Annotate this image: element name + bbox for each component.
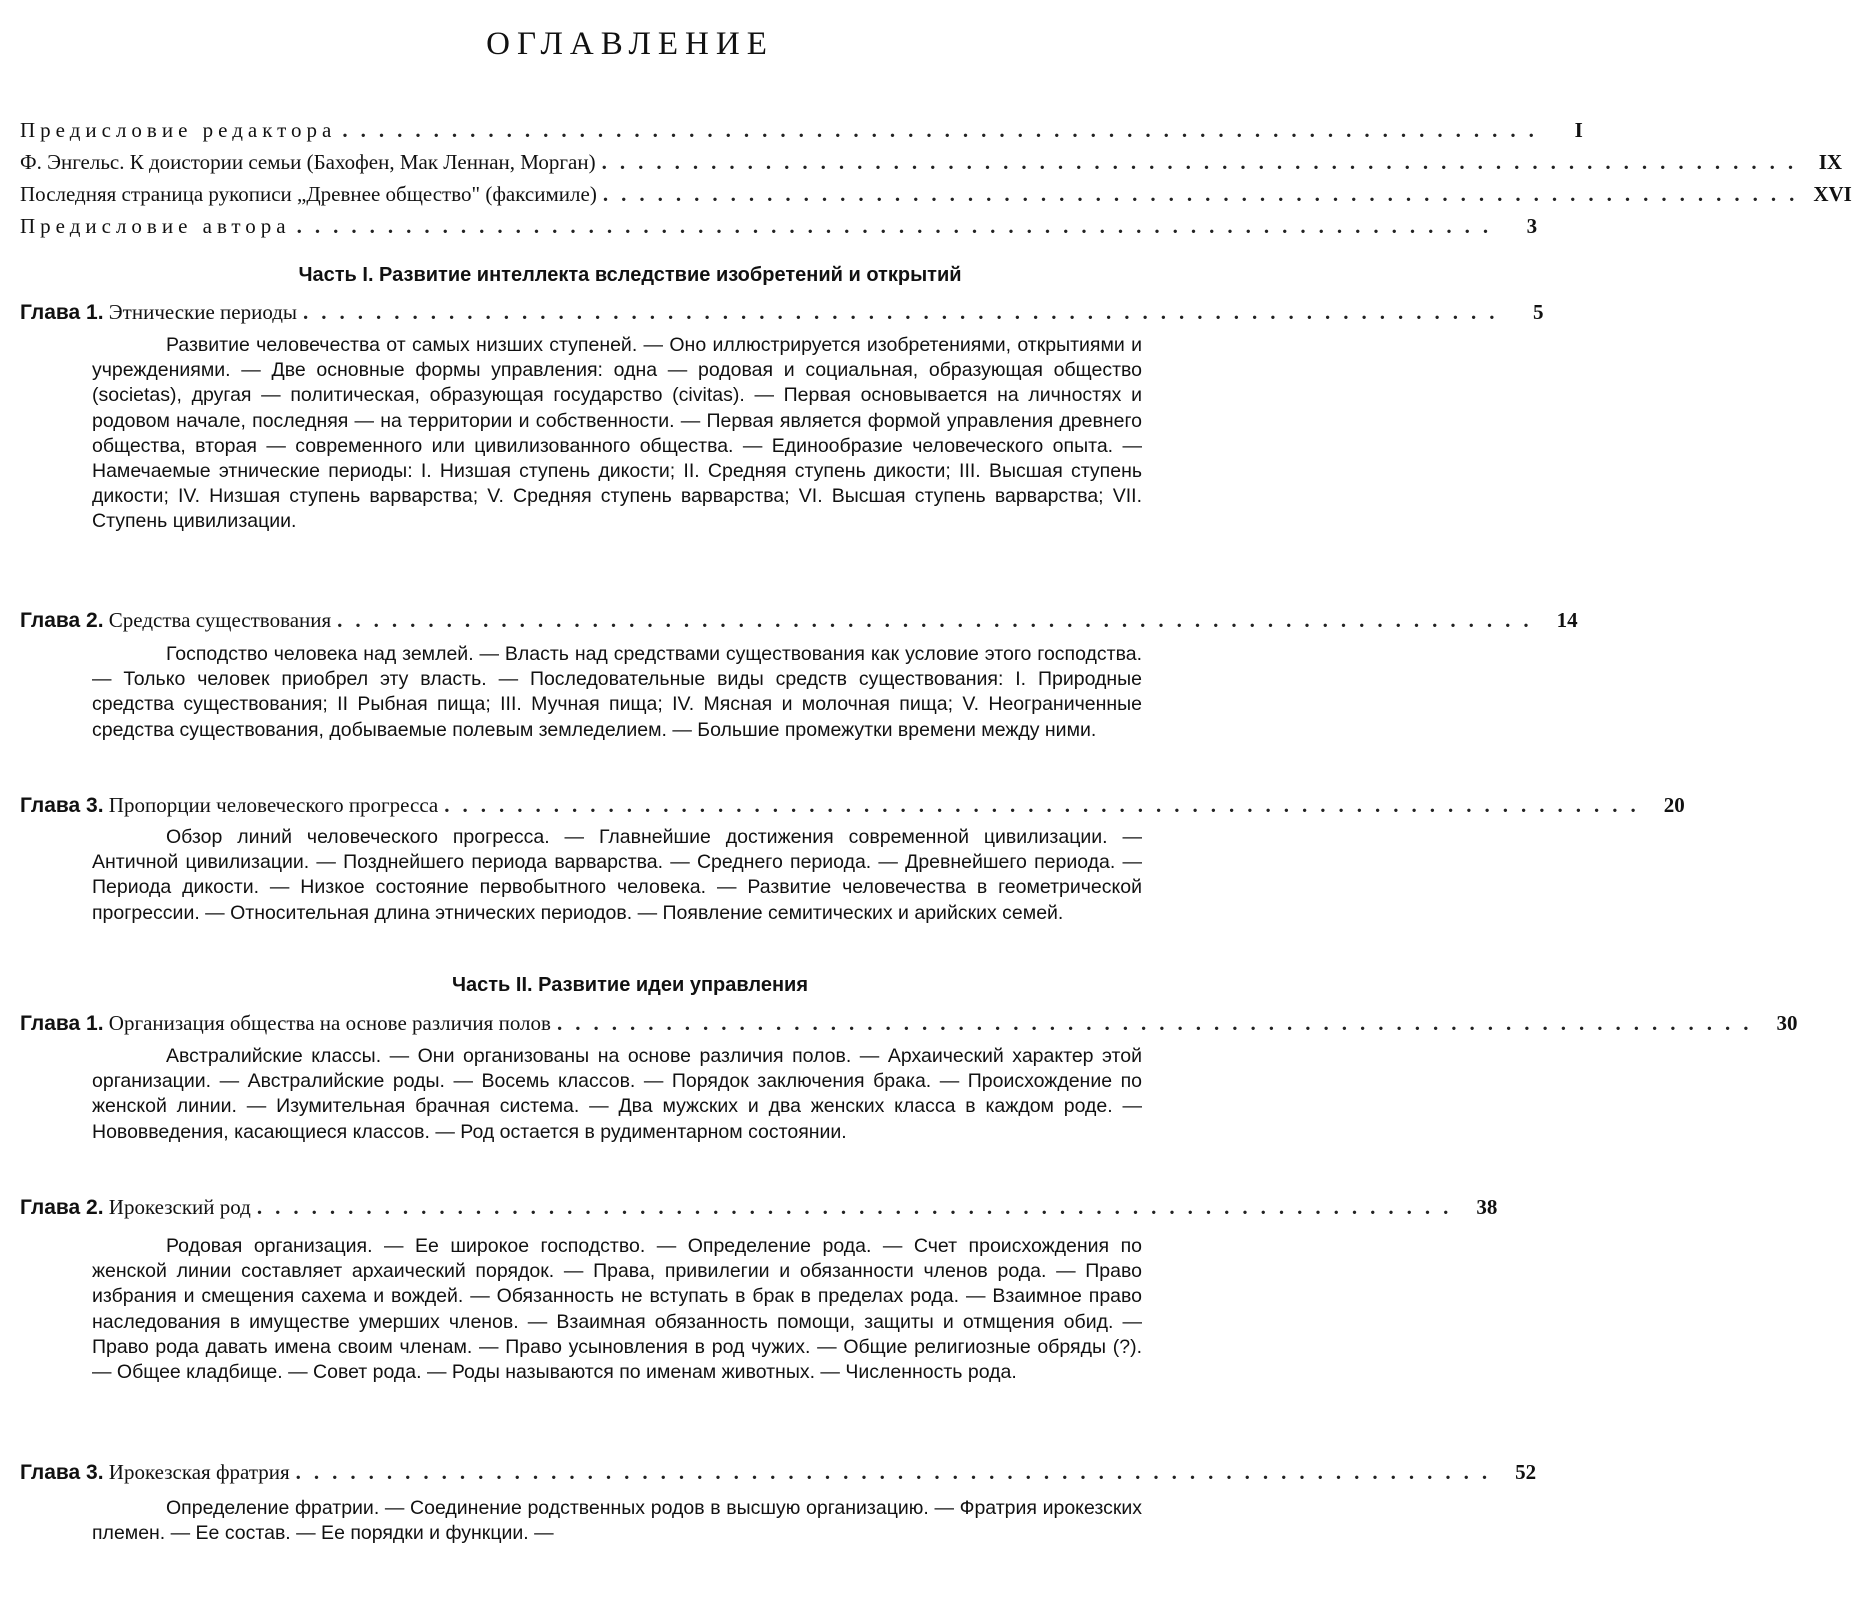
chapter-number: Глава 2.	[20, 1196, 104, 1219]
chapter-summary: Обзор линий человеческого прогресса. — Главнейшие достижения современной цивилизации. — Античной цивилизации. — Позднейшего периода варварства. — Среднего периода. — Древнейшего периода. — Периода дикости. — Низкое состояние первобытного человека. — Развитие человечества в геометрической прогрессии. — Относительная длина этнических периодов. — Появление семитических и арийских семей.	[92, 826, 1142, 924]
toc-entry-label: Ф. Энгельс. К доистории семьи (Бахофен, Мак Леннан, Морган)	[20, 150, 596, 174]
chapter-number: Глава 3.	[20, 1461, 104, 1484]
toc-entry-editor-preface[interactable]	[20, 118, 1583, 148]
leader-dots: ..................................................................	[256, 1195, 1462, 1219]
toc-page-number: 3	[1526, 214, 1538, 238]
chapter-heading	[20, 300, 297, 325]
chapter-summary: Определение фратрии. — Соединение родственных родов в высшую организацию. — Фратрия ирокезских племен. — Ее состав. — Ее порядки и функции. —	[92, 1497, 1142, 1545]
leader-dots: ..................................................................	[601, 150, 1807, 174]
leader-dots: ..................................................................	[337, 608, 1542, 632]
toc-entry-author-preface[interactable]	[20, 214, 1538, 244]
chapter-title: Ирокезский род	[108, 1195, 251, 1219]
leader-dots: ..................................................................	[342, 118, 1547, 142]
leader-dots: ..................................................................	[295, 1460, 1501, 1484]
page-title: ОГЛАВЛЕНИЕ	[486, 26, 774, 62]
chapter-heading	[20, 1195, 251, 1220]
part-heading: Часть I. Развитие интеллекта вследствие изобретений и открытий	[298, 264, 962, 286]
toc-page-number: 5	[1533, 300, 1544, 324]
chapter-summary: Развитие человечества от самых низших ступеней. — Оно иллюстрируется изобретениями, открытиями и учреждениями. — Две основные формы управления: одна — родовая и социальная, образующая общество (societas), другая — политическая, образующая государство (civitas). — Первая основывается на личностях и родовом начале, последняя — на территории и собственности. — Первая является формой управления древнего общества, вторая — современного или цивилизованного общества. — Единообразие человеческого опыта. — Намечаемые этнические периоды: I. Низшая ступень дикости; II. Средняя ступень дикости; III. Высшая ступень дикости; IV. Низшая ступень варварства; V. Средняя ступень варварства; VI. Высшая ступень варварства; VII. Ступень цивилизации.	[92, 334, 1142, 533]
chapter-number: Глава 1.	[20, 301, 104, 324]
chapter-heading	[20, 1011, 551, 1036]
toc-entry-label: Предисловие редактора	[20, 118, 337, 142]
toc-entry-engels[interactable]	[20, 150, 1843, 180]
toc-page-number: 20	[1663, 793, 1685, 817]
toc-page-number: 14	[1556, 608, 1578, 632]
chapter-number: Глава 3.	[20, 794, 104, 817]
leader-dots: ..................................................................	[602, 182, 1808, 206]
chapter-summary: Господство человека над землей. — Власть над средствами существования как условие этого господства. — Только человек приобрел эту власть. — Последовательные виды средств существования: I. Природные средства существования; II Рыбная пища; III. Мучная пища; IV. Мясная и молочная пища; V. Неограниченные средства существования, добываемые полевым земледелием. — Большие промежутки времени между ними.	[92, 643, 1142, 741]
toc-entry-part1-chapter1[interactable]	[20, 300, 1544, 330]
toc-entry-part2-chapter2[interactable]	[20, 1195, 1498, 1225]
chapter-summary: Австралийские классы. — Они организованы на основе различия полов. — Архаический характер этой организации. — Австралийские роды. — Восемь классов. — Порядок заключения брака. — Происхождение по женской линии. — Изумительная брачная система. — Два мужских и два женских класса в каждом роде. — Нововведения, касающиеся классов. — Род остается в рудиментарном состоянии.	[92, 1045, 1142, 1143]
toc-entry-part2-chapter3[interactable]	[20, 1460, 1537, 1490]
toc-entry-part1-chapter3[interactable]	[20, 793, 1685, 823]
toc-entry-label: Предисловие автора	[20, 214, 291, 238]
toc-entry-part2-chapter1[interactable]	[20, 1011, 1798, 1041]
chapter-summary: Родовая организация. — Ее широкое господство. — Определение рода. — Счет происхождения по женской линии составляет архаический порядок. — Права, привилегии и обязанности членов рода. — Право избрания и смещения сахема и вождей. — Обязанность не вступать в брак в пределах рода. — Взаимное право наследования в имуществе умерших членов. — Взаимная обязанность помощи, защиты и отмщения обид. — Право рода давать имена своим членам. — Право усыновления в род чужих. — Общие религиозные обряды (?). — Общее кладбище. — Совет рода. — Роды называются по именам животных. — Численность рода.	[92, 1235, 1142, 1384]
toc-page-number: 52	[1515, 1460, 1537, 1484]
toc-page-number: 38	[1476, 1195, 1498, 1219]
leader-dots: ..................................................................	[444, 793, 1649, 817]
chapter-number: Глава 1.	[20, 1012, 104, 1035]
chapter-number: Глава 2.	[20, 609, 104, 632]
toc-entry-part1-chapter2[interactable]	[20, 608, 1578, 638]
toc-page-number: I	[1574, 118, 1583, 142]
leader-dots: ..................................................................	[556, 1011, 1762, 1035]
part-heading: Часть II. Развитие идеи управления	[451, 974, 809, 996]
toc-page-number: IX	[1818, 150, 1843, 174]
chapter-title: Средства существования	[108, 608, 332, 632]
chapter-title: Организация общества на основе различия полов	[108, 1011, 551, 1035]
chapter-title: Пропорции человеческого прогресса	[108, 793, 439, 817]
toc-page-number: 30	[1776, 1011, 1798, 1035]
leader-dots: ..................................................................	[303, 300, 1508, 324]
leader-dots: ..................................................................	[296, 214, 1502, 238]
toc-entry-facsimile[interactable]	[20, 182, 1852, 212]
chapter-title: Ирокезская фратрия	[108, 1460, 290, 1484]
chapter-title: Этнические периоды	[108, 300, 298, 324]
chapter-heading	[20, 793, 438, 818]
toc-entry-label: Последняя страница рукописи „Древнее общество" (факсимиле)	[20, 182, 597, 206]
toc-page-number: XVI	[1813, 182, 1852, 206]
chapter-heading	[20, 608, 331, 633]
chapter-heading	[20, 1460, 290, 1485]
